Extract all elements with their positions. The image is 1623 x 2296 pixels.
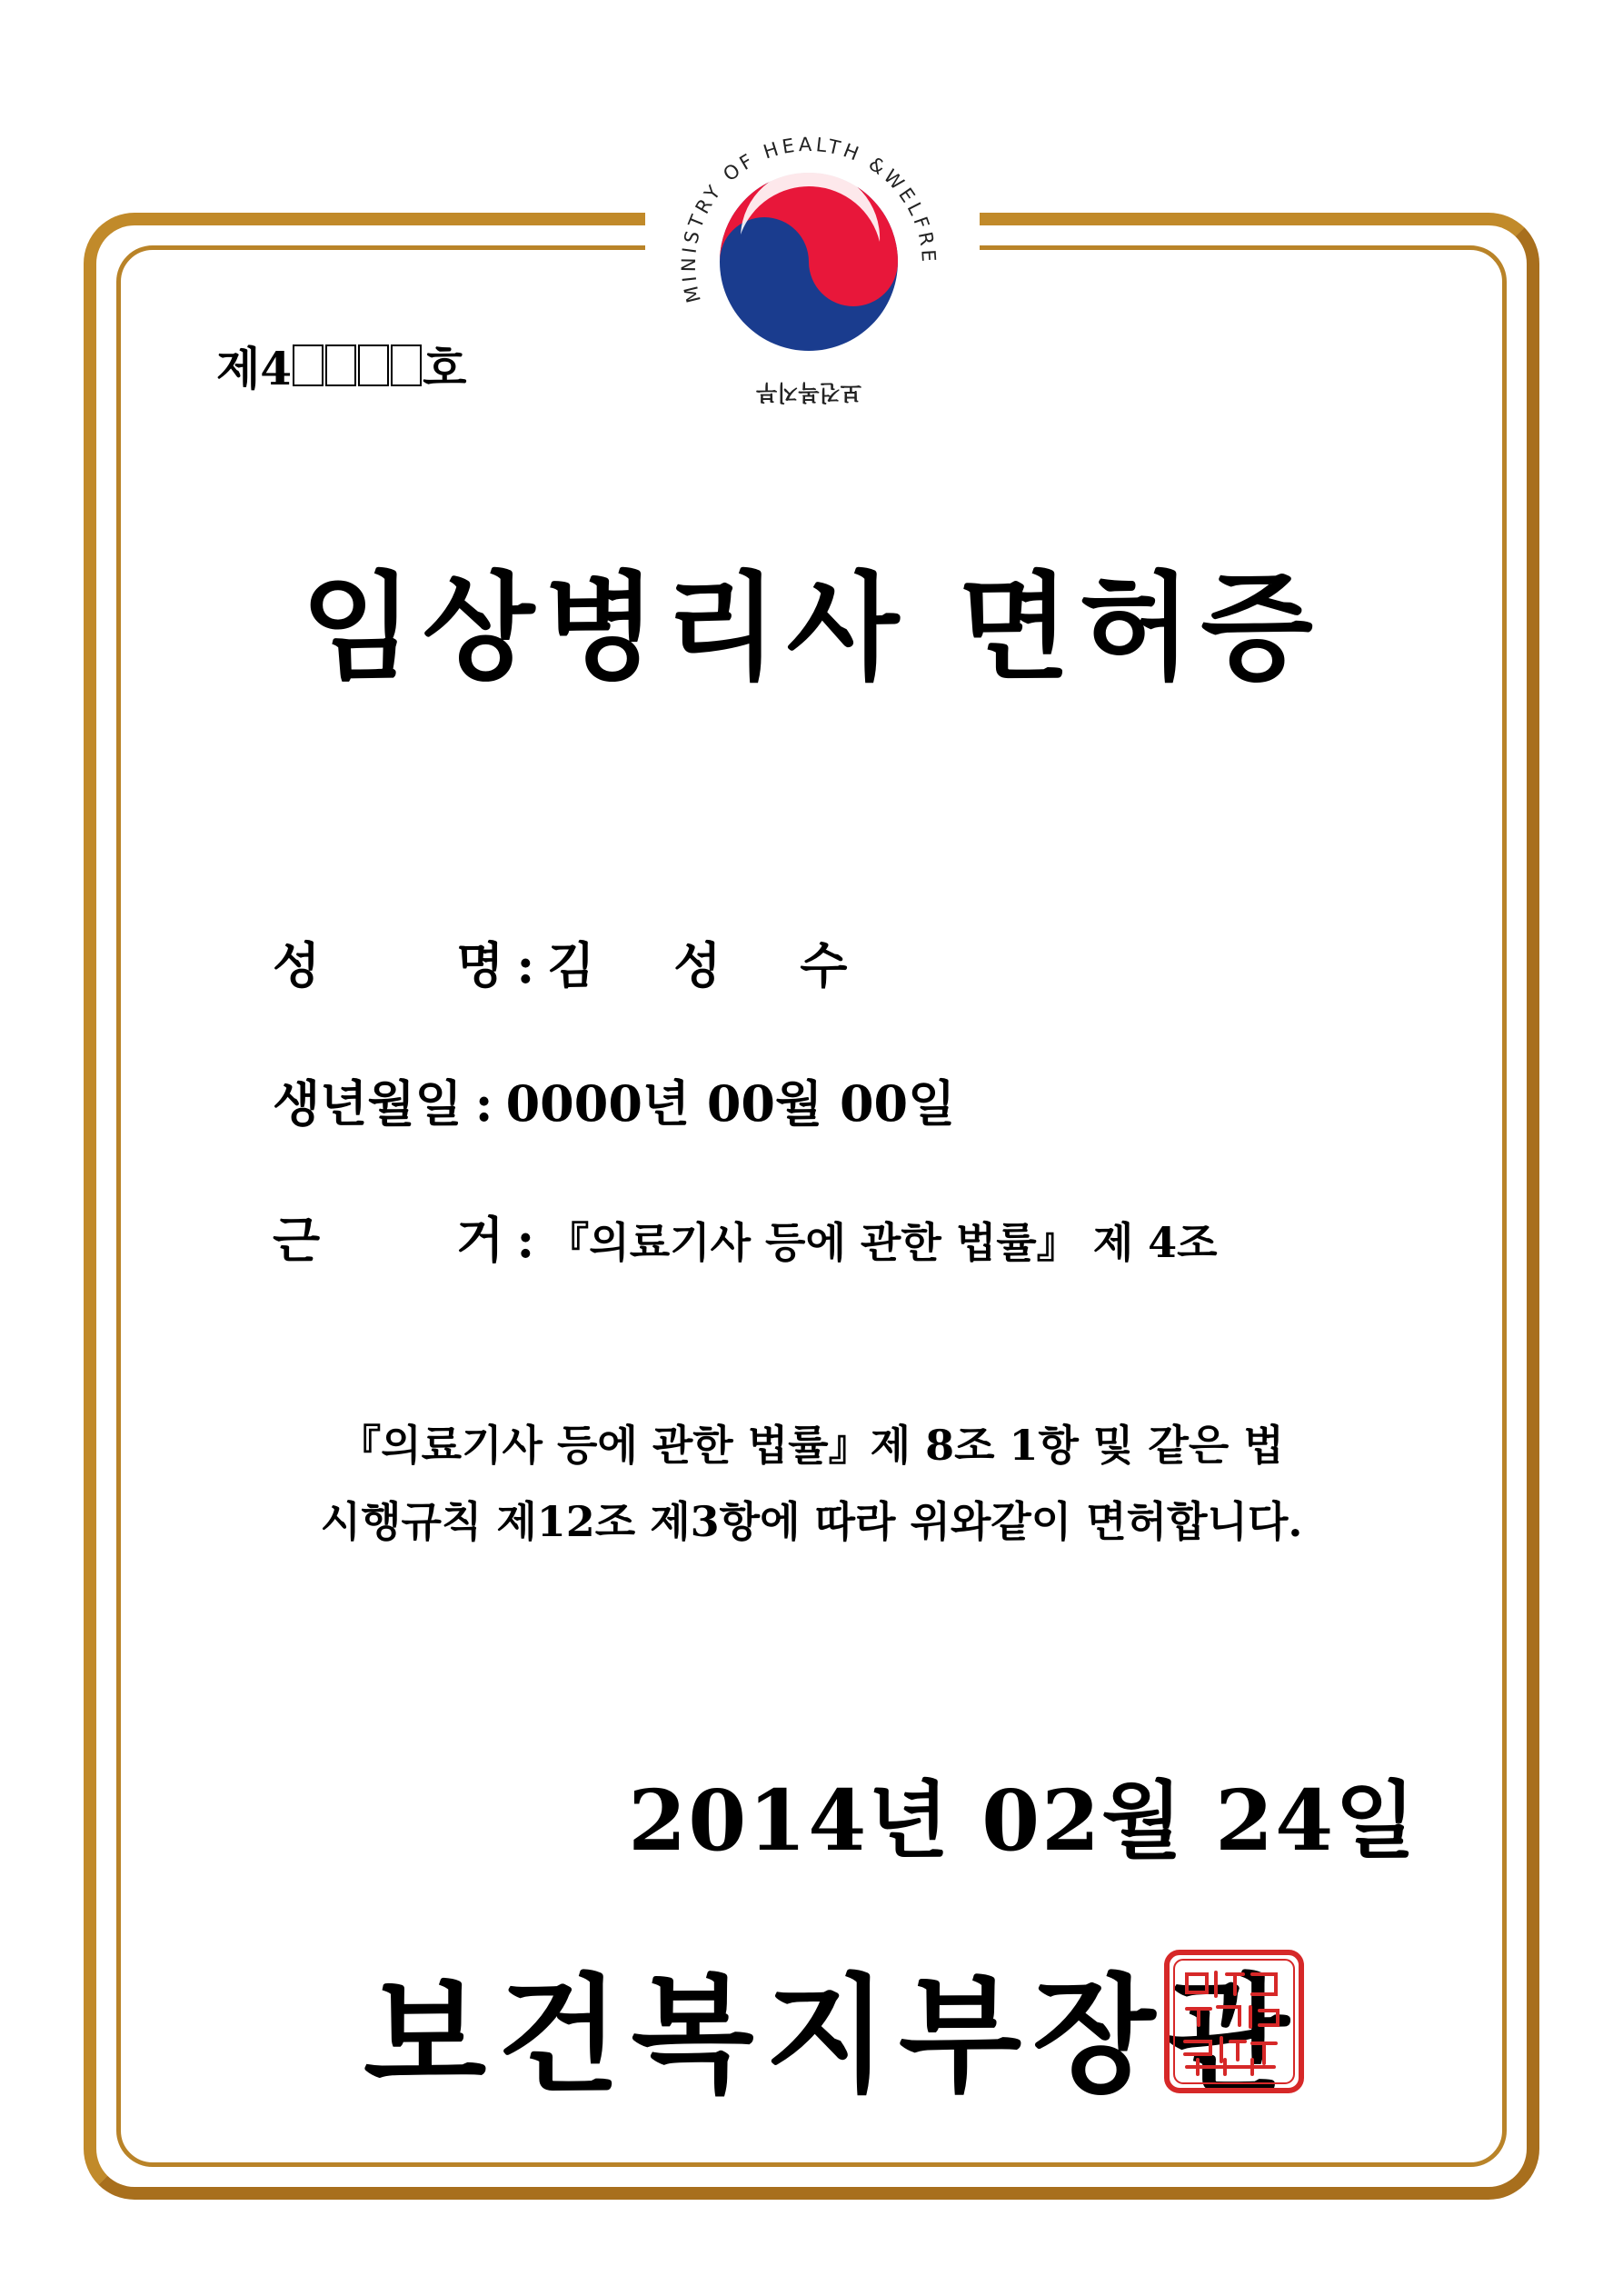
- serial-digit-box: [358, 344, 389, 386]
- certificate-title: 임상병리사 면허증: [301, 560, 1322, 696]
- basis-label-part2: 거: [456, 1211, 504, 1269]
- logo-ring-text: MINISTRY OF HEALTH &WELFRE: [677, 133, 941, 305]
- serial-digit-box: [325, 344, 356, 386]
- birthdate-row: [273, 1065, 955, 1135]
- serial-prefix: 제4: [216, 342, 293, 395]
- birthdate-value: 0000년 00월 00일: [505, 1074, 956, 1133]
- name-colon: :: [516, 936, 535, 994]
- basis-label-part1: 근: [273, 1211, 321, 1269]
- birthdate-label: 생년월일: [273, 1074, 463, 1133]
- certificate-serial-number: [216, 333, 466, 398]
- name-value: 김 성 수: [547, 936, 879, 994]
- statement-line-1: 『의료기사 등에 관한 법률』제 8조 1항 및 같은 법: [339, 1421, 1284, 1470]
- name-label-part1: 성: [273, 936, 321, 994]
- name-label-part2: 명: [456, 936, 504, 994]
- serial-digit-box: [293, 344, 324, 386]
- issuer-title: 보건복지부장관: [363, 1962, 1300, 2111]
- basis-value: 『의료기사 등에 관한 법률』 제 4조: [547, 1218, 1218, 1267]
- official-seal-stamp: [1161, 1947, 1307, 2096]
- issue-date: 2014년 02월 24일: [628, 1772, 1418, 1870]
- birthdate-colon: :: [474, 1074, 493, 1133]
- serial-digit-box: [391, 344, 422, 386]
- serial-suffix: 호: [423, 342, 467, 395]
- legal-basis-row: [273, 1202, 1218, 1272]
- statement-line-2: 시행규칙 제12조 제3항에 따라 위와같이 면허합니다.: [320, 1497, 1303, 1546]
- logo-korean-text: 보건복지부: [756, 380, 861, 405]
- name-row: [273, 927, 878, 997]
- ministry-emblem-logo: [650, 100, 968, 418]
- basis-colon: :: [516, 1211, 535, 1269]
